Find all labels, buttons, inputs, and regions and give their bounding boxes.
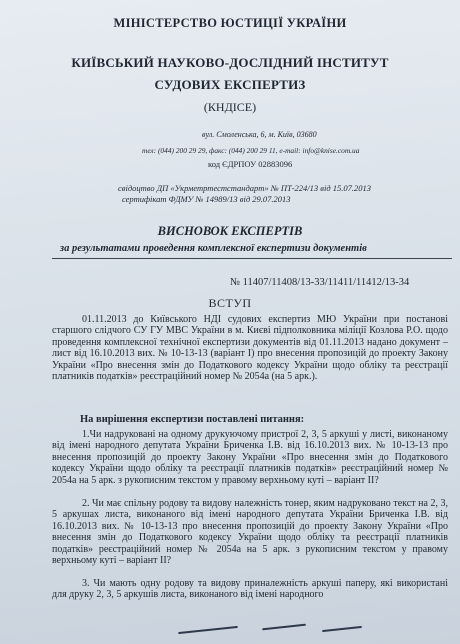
ministry-heading: МІНІСТЕРСТВО ЮСТИЦІЇ УКРАЇНИ — [113, 16, 347, 30]
certificate-line2: сертифікат ФДМУ № 14989/13 від 29.07.2013 — [122, 194, 291, 204]
edrpou-code: код ЄДРПОУ 02883096 — [208, 159, 293, 169]
signature-3 — [322, 626, 362, 632]
institute-address: вул. Смоленська, 6, м. Київ, 03680 — [202, 130, 317, 139]
question-3: 3. Чи мають одну родову та видову приналежність аркуші паперу, які використані для друку 2, 3, 5 аркушів листа, виконаного від імені народного — [52, 578, 448, 601]
questions-heading: На вирішення експертизи поставлені питання: — [80, 414, 305, 425]
question-1: 1.Чи надруковані на одному друкуючому пристрої 2, 3, 5 аркуші у листі, виконаному від імені народного депутата України Бриченка І.В. від 16.10.2013 вих. № 10-13-13 про внесення пропозицій до проекту Закону України «Про внесення змін до Податкового кодексу України щодо обліку та реєстрації платників податків» реєстраційний номер № 2054а на 5 арк. з рукописним текстом у правому верхньому куті – варіант ІІ? — [52, 429, 448, 486]
section-heading: ВСТУП — [208, 296, 252, 310]
subtitle-divider — [52, 258, 452, 259]
document-title: ВИСНОВОК ЕКСПЕРТІВ — [157, 224, 303, 238]
document-subtitle: за результатами проведення комплексної експертизи документів — [60, 243, 367, 254]
institute-contacts: тел: (044) 200 29 29, факс: (044) 200 29 11, e-mail: info@knise.com.ua — [142, 146, 360, 155]
signature-2 — [262, 624, 306, 631]
certificate-line1: свідоцтво ДП «Укрметртестстандарт» № ПТ-224/13 від 15.07.2013 — [118, 183, 371, 193]
institute-name-line1: КИЇВСЬКИЙ НАУКОВО-ДОСЛІДНИЙ ІНСТИТУТ — [71, 55, 389, 70]
institute-name-line2: СУДОВИХ ЕКСПЕРТИЗ — [154, 77, 306, 92]
institute-abbreviation: (КНДІСЕ) — [203, 100, 257, 114]
question-2: 2. Чи має спільну родову та видову належність тонер, яким надруковано текст на 2, 3, 5 аркушах листа, виконаного від імені народного депутата України Бриченка І.В. від 16.10.2013 вих. № 10-13-13 про внесення пропозицій до проекту Закону України «Про внесення змін до Податкового кодексу України щодо обліку та реєстрації платників податків» реєстраційний номер № 2054а на 5 арк. з рукописним текстом у правому верхньому куті – варіант ІІ? — [52, 498, 448, 567]
signature-1 — [178, 626, 238, 634]
document-number: № 11407/11408/13-33/11411/11412/13-34 — [230, 277, 410, 288]
intro-paragraph: 01.11.2013 до Київського НДІ судових експертиз МЮ України при постанові старшого слідчого СУ ГУ МВС України в м. Києві підполковника міліції Козлова Р.О. щодо проведення комплексної технічної експертизи документів від 01.11.2013 надано документ – лист від 16.10.2013 вих. № 10-13-13 (варіант I) про внесення пропозицій до проекту Закону України «Про внесення змін до Податкового кодексу України щодо обліку та реєстрації платників податків» реєстраційний номер № 2054а (на 5 арк.). — [52, 314, 448, 383]
